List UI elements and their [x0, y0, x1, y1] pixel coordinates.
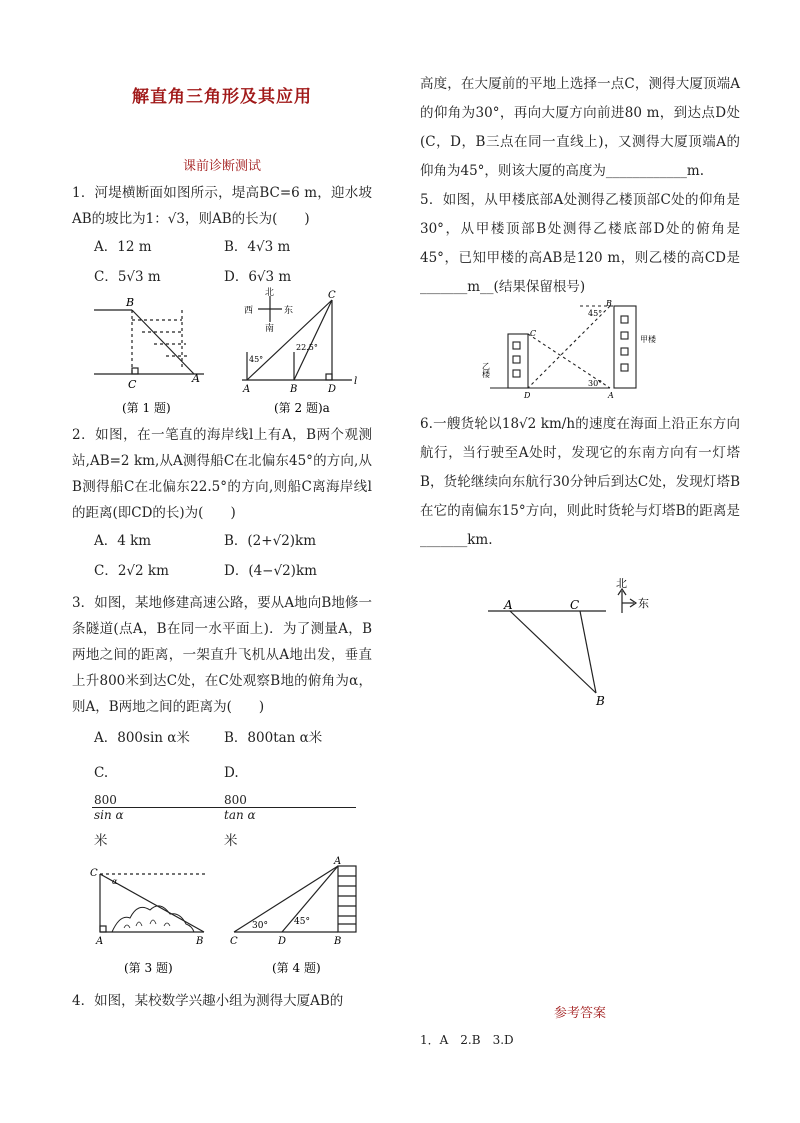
- fig2-label-d: D: [328, 384, 337, 395]
- section-heading: 课前诊断测试: [182, 159, 261, 174]
- fig4-label-b: B: [334, 936, 342, 947]
- q3-option-d-fraction: [224, 793, 354, 822]
- q3-option-a: A．800sin α米: [94, 730, 190, 746]
- fig6-label-b: B: [596, 694, 605, 708]
- fig1-label-c: C: [128, 378, 137, 391]
- q1-options-row2: [72, 262, 372, 292]
- fig2-angle-22: 22.5°: [296, 343, 318, 352]
- question-4-start: 4．如图，某校数学兴趣小组为测得大厦AB的: [72, 993, 344, 1009]
- fig4-angle-45: 45°: [294, 917, 310, 927]
- figure-1-2: [72, 288, 372, 422]
- q1-option-b: B．4√3 m: [224, 239, 291, 255]
- question-1: 1．河堤横断面如图所示，堤高BC=6 m，迎水坡AB的坡比为1：√3，则AB的长为( ): [72, 185, 372, 227]
- fig2-east: 东: [284, 306, 294, 316]
- answer-text: 1．A 2.B 3.D: [420, 1033, 514, 1047]
- fig5-label-b: B: [606, 299, 612, 308]
- q3-option-d-den: tan α: [224, 808, 256, 822]
- q3-option-d-unit: 米: [224, 833, 238, 849]
- fig5-label-c: C: [530, 329, 537, 338]
- answer-title: 参考答案: [553, 1006, 606, 1021]
- q3-option-c-den: sin α: [94, 808, 124, 822]
- fig5-label-yi: 乙楼: [481, 362, 491, 378]
- fig2-angle-45: 45°: [249, 355, 264, 364]
- fig6-label-a: A: [504, 598, 513, 612]
- q2-options-row1: [72, 526, 372, 556]
- q2-options-row2: [72, 556, 372, 586]
- fig4-label-a: A: [334, 856, 342, 867]
- fig3-caption: (第 3 题): [124, 961, 173, 975]
- fig2-label-b: B: [290, 384, 298, 395]
- q3-option-c-unit: 米: [94, 833, 108, 849]
- page-title: 解直角三角形及其应用: [132, 87, 312, 107]
- question-3: 3．如图，某地修建高速公路，要从A地向B地修一条隧道(点A，B在同一水平面上)．为了测量A，B两地之间的距离，一架直升飞机从A地出发，垂直上升800米到达C处，在C处观察B地的俯角为α，则A，B两地之间的距离为( ): [72, 595, 372, 715]
- fig2-caption: (第 2 题)a: [274, 401, 330, 415]
- fig2-label-l: l: [354, 376, 358, 387]
- q1-options-row1: [72, 232, 372, 262]
- question-6: 6.一艘货轮以18√2 km/h的速度在海面上沿正东方向航行，当行驶至A处时，发现它的东南方向有一灯塔B，货轮继续向东航行30分钟后到达C处，发现灯塔B在它的南偏东15°方向，则此时货轮与灯塔B的距离是_______km.: [420, 416, 740, 548]
- figure-6: [420, 559, 740, 709]
- fig3-label-a: A: [96, 936, 104, 947]
- q2-option-d: D．(4−√2)km: [224, 563, 317, 579]
- answer-section: [420, 1002, 740, 1048]
- q1-option-c: C．5√3 m: [94, 269, 161, 285]
- q3-options-row1: [72, 720, 372, 756]
- fig5-label-jia: 甲楼: [640, 335, 656, 344]
- question-5: 5．如图，从甲楼底部A处测得乙楼顶部C处的仰角是30°，从甲楼顶部B处测得乙楼底部D处的俯角是45°，已知甲楼的高AB是120 m，则乙楼的高CD是_______m__(结果保留根号): [420, 192, 740, 295]
- q3-option-c-num: 800: [92, 793, 226, 808]
- question-4-continued: 高度，在大厦前的平地上选择一点C，测得大厦顶端A的仰角为30°，再向大厦方向前进80 m，到达点D处(C，D，B三点在同一直线上)，又测得大厦顶端A的仰角为45°，则该大厦的高度为____________m.: [420, 76, 740, 179]
- q3-option-c-prefix: C.: [94, 765, 109, 781]
- fig6-east: 东: [638, 597, 649, 610]
- fig1-caption: (第 1 题): [122, 401, 171, 415]
- q3-option-d-num: 800: [222, 793, 356, 808]
- fig4-label-c: C: [230, 936, 238, 947]
- figure-5: [480, 299, 800, 402]
- fig2-label-c: C: [328, 290, 336, 301]
- fig3-alpha: α: [112, 877, 118, 886]
- fig1-label-a: A: [192, 372, 200, 385]
- fig5-angle-30: 30°: [588, 379, 603, 388]
- q2-option-b: B．(2+√2)km: [224, 533, 317, 549]
- figure-3-4: [72, 856, 372, 982]
- q1-option-a: A．12 m: [94, 239, 152, 255]
- fig4-label-d: D: [278, 936, 287, 947]
- fig4-caption: (第 4 题): [272, 961, 321, 975]
- figure-2: [242, 296, 352, 380]
- fig6-north: 北: [616, 577, 627, 590]
- fig5-label-a: A: [608, 391, 614, 400]
- fig5-angle-45: 45°: [588, 309, 603, 318]
- q3-options-row2: [72, 756, 372, 858]
- q3-option-d: [224, 756, 354, 858]
- q2-option-a: A．4 km: [94, 533, 152, 549]
- q2-option-c: C．2√2 km: [94, 563, 169, 579]
- fig2-west: 西: [244, 306, 254, 316]
- right-column: [420, 70, 740, 709]
- q3-option-c: [94, 756, 224, 858]
- fig3-label-b: B: [196, 936, 204, 947]
- fig6-label-c: C: [570, 598, 580, 612]
- fig3-label-c: C: [90, 868, 98, 879]
- fig5-label-d: D: [524, 391, 531, 400]
- q3-option-c-fraction: [94, 793, 224, 822]
- fig1-label-b: B: [126, 296, 135, 309]
- fig4-angle-30: 30°: [252, 921, 268, 931]
- question-2: 2．如图，在一笔直的海岸线l上有A，B两个观测站,AB=2 km,从A测得船C在北偏东45°的方向,从B测得船C在北偏东22.5°的方向,则船C离海岸线l的距离(即CD的长)为( ): [72, 427, 372, 521]
- q3-option-d-prefix: D.: [224, 765, 239, 781]
- left-column: [72, 82, 372, 1014]
- fig2-north: 北: [265, 288, 275, 298]
- fig2-south: 南: [265, 324, 275, 334]
- q1-option-d: D．6√3 m: [224, 269, 292, 285]
- q3-option-b: B．800tan α米: [224, 730, 323, 746]
- fig2-label-a: A: [243, 384, 251, 395]
- figure-1: [94, 310, 204, 374]
